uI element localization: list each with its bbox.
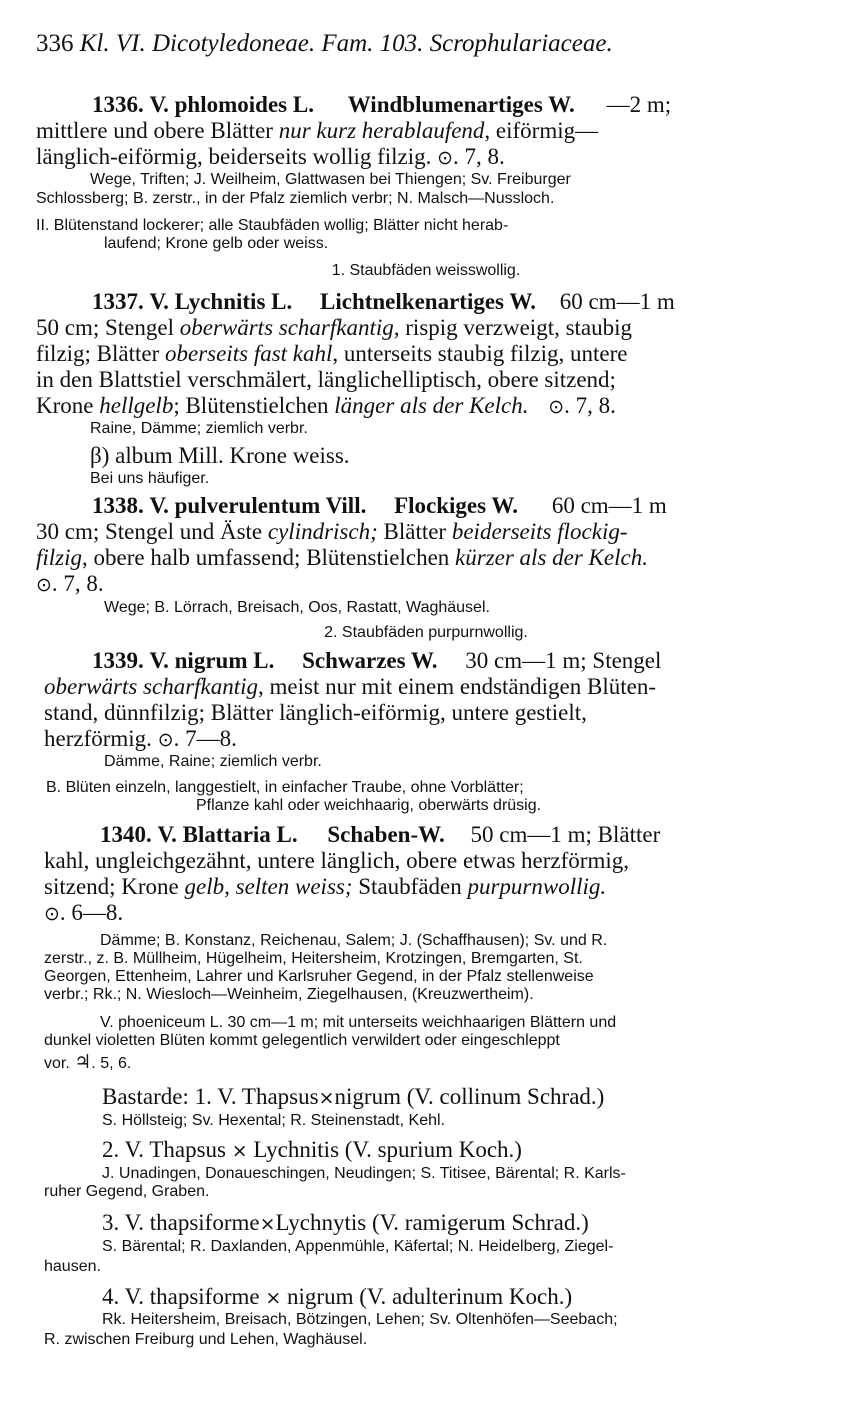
height: 60 cm—1 m xyxy=(559,289,675,314)
entry-1336-line3: länglich-eiförmig, beiderseits wollig filzig. ⊙. 7, 8. xyxy=(36,144,505,169)
species-name: V. pulverulentum Vill. xyxy=(149,493,367,518)
hybrid-3-locality-1: S. Bärental; R. Daxlanden, Appenmühle, Käfertal; N. Heidelberg, Ziegel- xyxy=(102,1238,614,1255)
biennial-symbol: ⊙ xyxy=(44,903,60,925)
page-number: 336 xyxy=(36,30,74,57)
subgroup-2-heading: 2. Staubfäden purpurnwollig. xyxy=(324,624,528,641)
german-name: Lichtnelkenartiges W. xyxy=(320,289,536,314)
entry-1337-title: 1337. V. Lychnitis L. Lichtnelkenartiges W. 60 cm—1 m xyxy=(92,289,675,314)
entry-1338-line2: 30 cm; Stengel und Äste cylindrisch; Blätter beiderseits flockig- xyxy=(36,519,628,544)
group-II-heading: II. Blütenstand lockerer; alle Staubfäden wollig; Blätter nicht herab- xyxy=(36,217,509,234)
hybrid-3: 3. V. thapsiforme×Lychnytis (V. ramigerum Schrad.) xyxy=(102,1210,589,1235)
entry-1338-title: 1338. V. pulverulentum Vill. Flockiges W. 60 cm—1 m xyxy=(92,493,667,518)
entry-1337-line2: 50 cm; Stengel oberwärts scharfkantig, rispig verzweigt, staubig xyxy=(36,315,633,340)
entry-1339-locality: Dämme, Raine; ziemlich verbr. xyxy=(104,753,322,770)
hybrid-4-locality-1: Rk. Heitersheim, Breisach, Bötzingen, Lehen; Sv. Oltenhöfen—Seebach; xyxy=(102,1311,618,1328)
entry-1340-line4: ⊙. 6—8. xyxy=(44,900,124,925)
entry-1337-variety: β) album Mill. Krone weiss. xyxy=(90,443,350,468)
entry-1337-variety-locality: Bei uns häufiger. xyxy=(90,470,210,487)
height: 30 cm—1 m; Stengel xyxy=(465,648,662,673)
species-name: V. Lychnitis L. xyxy=(149,289,293,314)
biennial-symbol: ⊙ xyxy=(437,147,454,169)
entry-1338-locality: Wege; B. Lörrach, Breisach, Oos, Rastatt, Waghäusel. xyxy=(104,599,490,616)
cross-symbol: × xyxy=(259,1213,276,1235)
hybrid-4: 4. V. thapsiforme × nigrum (V. adulterinum Koch.) xyxy=(102,1284,573,1309)
entry-1340-locality-1: Dämme; B. Konstanz, Reichenau, Salem; J. (Schaffhausen); Sv. und R. xyxy=(100,932,608,949)
hybrid-4-locality-2: R. zwischen Freiburg und Lehen, Waghäusel. xyxy=(44,1331,368,1348)
entry-1339-title: 1339. V. nigrum L. Schwarzes W. 30 cm—1 m; Stengel xyxy=(92,648,662,673)
cross-symbol: × xyxy=(265,1287,282,1309)
height: 50 cm—1 m; Blätter xyxy=(470,822,661,847)
entry-1340-locality-2: zerstr., z. B. Müllheim, Hügelheim, Heitersheim, Krotzingen, Bremgarten, St. xyxy=(44,950,583,967)
group-B-heading: B. Blüten einzeln, langgestielt, in einfacher Traube, ohne Vorblätter; xyxy=(46,779,524,796)
entry-1339-line2: oberwärts scharfkantig, meist nur mit einem endständigen Blüten- xyxy=(44,674,656,699)
species-name: V. phlomoides L. xyxy=(149,92,314,117)
entry-1338-line4: ⊙. 7, 8. xyxy=(36,571,104,596)
hybrid-3-locality-2: hausen. xyxy=(44,1258,101,1275)
entry-1339-line4: herzförmig. ⊙. 7—8. xyxy=(44,726,237,751)
cross-symbol: × xyxy=(318,1087,335,1109)
entry-1337-locality: Raine, Dämme; ziemlich verbr. xyxy=(90,420,308,437)
german-name: Schaben-W. xyxy=(327,822,445,847)
entry-1337-line5: Krone hellgelb; Blütenstielchen länger als der Kelch. ⊙. 7, 8. xyxy=(36,393,616,418)
page-title: Kl. VI. Dicotyledoneae. Fam. 103. Scrophulariaceae. xyxy=(79,30,613,57)
hybrid-1-locality: S. Höllsteig; Sv. Hexental; R. Steinenstadt, Kehl. xyxy=(102,1112,445,1129)
height: 60 cm—1 m xyxy=(551,493,667,518)
perennial-symbol: ♃ xyxy=(74,1051,92,1073)
phoeniceum-note-1: V. phoeniceum L. 30 cm—1 m; mit unterseits weichhaarigen Blättern und xyxy=(100,1014,617,1031)
biennial-symbol: ⊙ xyxy=(36,574,52,596)
hybrid-2: 2. V. Thapsus × Lychnitis (V. spurium Koch.) xyxy=(102,1137,522,1162)
entry-1336-locality-1: Wege, Triften; J. Weilheim, Glattwasen bei Thiengen; Sv. Freiburger xyxy=(90,171,571,188)
species-name: V. Blattaria L. xyxy=(157,822,298,847)
entry-1339-line3: stand, dünnfilzig; Blätter länglich-eiförmig, untere gestielt, xyxy=(44,700,587,725)
entry-1337-line3: filzig; Blätter oberseits fast kahl, unterseits staubig filzig, untere xyxy=(36,341,628,366)
german-name: Windblumenartiges W. xyxy=(347,92,575,117)
entry-1336-title xyxy=(92,92,817,118)
biennial-symbol: ⊙ xyxy=(157,729,174,751)
entry-1336-line2: mittlere und obere Blätter nur kurz herablaufend, eiförmig— xyxy=(36,118,599,143)
phoeniceum-note-3: vor. ♃. 5, 6. xyxy=(44,1051,132,1073)
german-name: Flockiges W. xyxy=(394,493,519,518)
entry-1338-line3: filzig, obere halb umfassend; Blütenstielchen kürzer als der Kelch. xyxy=(36,545,648,570)
german-name: Schwarzes W. xyxy=(302,648,438,673)
entry-number: 1336. xyxy=(92,92,144,117)
entry-1340-line3: sitzend; Krone gelb, selten weiss; Staubfäden purpurnwollig. xyxy=(44,874,607,899)
entry-1336-locality-2: Schlossberg; B. zerstr., in der Pfalz ziemlich verbr; N. Malsch—Nussloch. xyxy=(36,190,555,207)
species-name: V. nigrum L. xyxy=(149,648,275,673)
group-II-heading-cont: laufend; Krone gelb oder weiss. xyxy=(104,235,329,252)
biennial-symbol: ⊙ xyxy=(548,396,565,418)
entry-1337-line4: in den Blattstiel verschmälert, länglichelliptisch, obere sitzend; xyxy=(36,367,616,392)
height: —2 m; xyxy=(606,92,672,117)
hybrid-1: Bastarde: 1. V. Thapsus×nigrum (V. collinum Schrad.) xyxy=(102,1084,605,1109)
group-B-heading-cont: Pflanze kahl oder weichhaarig, oberwärts drüsig. xyxy=(196,797,542,814)
entry-1340-locality-3: Georgen, Ettenheim, Lahrer und Karlsruher Gegend, in der Pfalz stellenweise xyxy=(44,968,594,985)
hybrid-2-locality-2: ruher Gegend, Graben. xyxy=(44,1183,210,1200)
hybrid-2-locality-1: J. Unadingen, Donaueschingen, Neudingen; S. Titisee, Bärental; R. Karls- xyxy=(102,1165,626,1182)
phoeniceum-note-2: dunkel violetten Blüten kommt gelegentlich verwildert oder eingeschleppt xyxy=(44,1032,560,1049)
page-header xyxy=(36,30,816,58)
entry-1340-locality-4: verbr.; Rk.; N. Wiesloch—Weinheim, Ziegelhausen, (Kreuzwertheim). xyxy=(44,986,534,1003)
subgroup-1-heading: 1. Staubfäden weisswollig. xyxy=(331,262,521,279)
cross-symbol: × xyxy=(231,1140,248,1162)
entry-1340-line2: kahl, ungleichgezähnt, untere länglich, obere etwas herzförmig, xyxy=(44,848,629,873)
entry-1340-title: 1340. V. Blattaria L. Schaben-W. 50 cm—1 m; Blätter xyxy=(100,822,661,847)
